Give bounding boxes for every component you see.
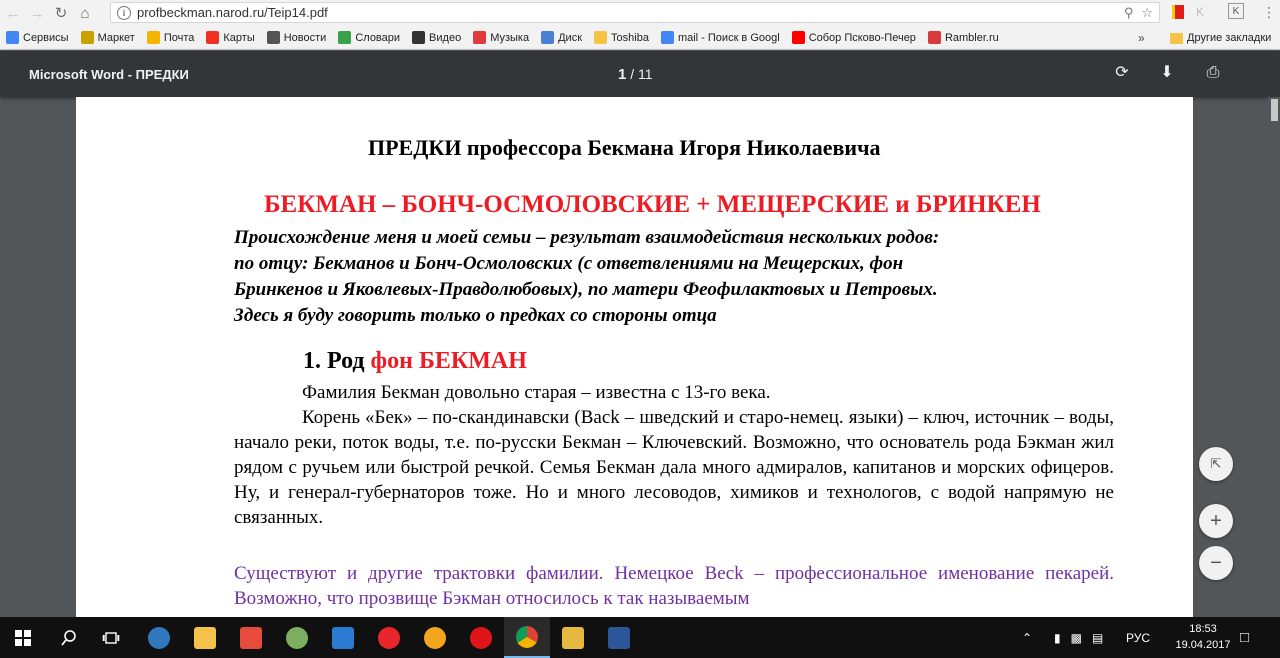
taskbar-app[interactable] (366, 617, 412, 658)
zoom-out-icon[interactable]: − (1199, 546, 1233, 580)
clock-time: 18:53 (1189, 623, 1217, 635)
edge-icon (148, 627, 170, 649)
folder-icon (1170, 33, 1183, 44)
taskbar-app[interactable] (274, 617, 320, 658)
rambler-icon (928, 31, 941, 44)
disk-icon (541, 31, 554, 44)
yandex-app-icon (378, 627, 400, 649)
total-pages: / 11 (630, 66, 653, 82)
search-icon (61, 630, 77, 646)
pdf-page (76, 97, 1193, 617)
clock[interactable] (1172, 621, 1234, 653)
clock-date: 19.04.2017 (1175, 639, 1231, 651)
bookmark-item[interactable]: Сервисы (6, 31, 69, 44)
language-indicator[interactable]: РУС (1126, 630, 1151, 645)
taskbar-app-active[interactable] (504, 617, 550, 658)
apps-icon (6, 31, 19, 44)
search-button[interactable] (46, 617, 92, 658)
word-icon (608, 627, 630, 649)
network-icon[interactable]: ▩ (1070, 630, 1082, 645)
folder-icon (594, 31, 607, 44)
section-prefix: 1. Род (303, 348, 371, 374)
scrollbar[interactable] (1268, 97, 1280, 617)
extension-k-icon[interactable]: K (1196, 5, 1205, 19)
bookmark-item[interactable]: Toshiba (594, 31, 649, 44)
mail-icon (147, 31, 160, 44)
extension-box-icon[interactable]: K (1228, 3, 1244, 19)
bookmark-item[interactable]: Почта (147, 31, 195, 44)
taskbar-app[interactable] (136, 617, 182, 658)
family-heading: БЕКМАН – БОНЧ-ОСМОЛОВСКИЕ + МЕЩЕРСКИЕ и БРИНКЕН (264, 191, 1041, 218)
bookmark-star-icon[interactable]: ☆ (1141, 5, 1153, 20)
news-icon (267, 31, 280, 44)
bookmark-item[interactable]: mail - Поиск в Googl (661, 31, 780, 44)
windows-taskbar (0, 617, 1280, 658)
bookmarks-overflow-button[interactable]: » (1138, 31, 1145, 45)
intro-line: Происхождение меня и моей семьи – результат взаимодействия нескольких родов: (234, 227, 940, 248)
fit-page-icon[interactable]: ⇱ (1199, 447, 1233, 481)
pdf-title: Microsoft Word - ПРЕДКИ (29, 67, 189, 82)
reload-icon[interactable]: ↻ (54, 5, 68, 22)
section-family-name: фон БЕКМАН (370, 348, 527, 374)
scroll-thumb[interactable] (1271, 99, 1278, 121)
mail-app-icon (332, 627, 354, 649)
browser-menu-icon[interactable]: ⋮ (1262, 3, 1276, 20)
forward-arrow-icon[interactable]: → (29, 4, 45, 22)
section-heading (303, 348, 527, 375)
intro-line: Здесь я буду говорить только о предках со стороны отца (234, 305, 717, 326)
print-icon[interactable]: ⎙ (1206, 64, 1220, 81)
opera-icon (470, 627, 492, 649)
explorer-icon (194, 627, 216, 649)
yandex-browser-icon (240, 627, 262, 649)
paragraph-purple: Существуют и другие трактовки фамилии. Немецкое Beck – профессиональное именование пекарей. Возможно, что прозвище Бэкман относилось к так называемым (234, 563, 1114, 609)
download-icon[interactable]: ⬇ (1160, 64, 1174, 81)
tray-overflow-icon[interactable]: ⌃ (1022, 630, 1033, 645)
music-icon (473, 31, 486, 44)
current-page-input[interactable]: 1 (618, 66, 627, 83)
maps-icon (206, 31, 219, 44)
bookmark-item[interactable]: Диск (541, 31, 582, 44)
notifications-icon[interactable]: □ (1240, 629, 1250, 646)
bookmark-item[interactable]: Карты (206, 31, 254, 44)
intro-line: Бринкенов и Яковлевых-Правдолюбовых), по матери Феофилактовых и Петровых. (234, 279, 938, 300)
battery-icon[interactable]: ▮ (1054, 630, 1061, 645)
task-view-icon (102, 631, 120, 645)
rotate-icon[interactable]: ⟳ (1115, 64, 1129, 81)
dictionary-icon (338, 31, 351, 44)
system-tray (1054, 617, 1103, 658)
task-view-button[interactable] (88, 617, 134, 658)
disk-utility-icon (286, 627, 308, 649)
site-info-icon[interactable]: i (117, 6, 131, 20)
zoom-in-icon[interactable]: + (1199, 504, 1233, 538)
volume-icon[interactable]: ▤ (1091, 630, 1104, 645)
page-indicator (618, 66, 653, 83)
intro-line: по отцу: Бекманов и Бонч-Осмоловских (с ответвлениями на Мещерских, фон (234, 253, 904, 274)
paragraph: Корень «Бек» – по-скандинавски (Back – шведский и старо-немец. языки) – ключ, источник – воды, начало реки, поток воды, т.е. по-русски Бекман – Ключевский. Возможно, что основатель рода Бэкман жил рядом с ручьем или быстрой речкой. Семья Бекман дала много адмиралов, капитанов и морских офицеров. Ну, и генерал-губернаторов тоже. Но и много лесоводов, химиков и технологов, с водой напрямую не связанных. (234, 407, 1114, 528)
document-title: ПРЕДКИ профессора Бекмана Игоря Николаевича (368, 135, 881, 160)
zoom-icon[interactable]: ⚲ (1123, 5, 1134, 20)
paragraph: Фамилия Бекман довольно старая – известна с 13-го века. (302, 382, 771, 403)
start-button[interactable] (0, 617, 46, 658)
taskbar-app[interactable] (182, 617, 228, 658)
bookmark-item[interactable]: Словари (338, 31, 400, 44)
taskbar-app[interactable] (412, 617, 458, 658)
extension-flag-icon[interactable] (1172, 3, 1186, 21)
taskbar-app[interactable] (550, 617, 596, 658)
bookmark-item[interactable]: Видео (412, 31, 461, 44)
bookmarks-bar (0, 26, 1280, 50)
taskbar-app[interactable] (458, 617, 504, 658)
intro-paragraph (234, 225, 1094, 329)
address-bar[interactable] (110, 2, 1160, 23)
bookmark-item[interactable]: Маркет (81, 31, 135, 44)
other-bookmarks-folder[interactable]: Другие закладки (1170, 26, 1271, 50)
market-icon (81, 31, 94, 44)
bookmark-item[interactable]: Собор Псково-Печер (792, 31, 916, 44)
media-icon (424, 627, 446, 649)
back-arrow-icon[interactable]: ← (5, 4, 21, 22)
bookmark-item[interactable]: Музыка (473, 31, 529, 44)
browser-toolbar (0, 0, 1280, 26)
video-icon (412, 31, 425, 44)
taskbar-app[interactable] (596, 617, 642, 658)
taskbar-app[interactable] (228, 617, 274, 658)
paint-icon (562, 627, 584, 649)
pdf-toolbar (0, 51, 1280, 97)
bookmark-item[interactable]: Rambler.ru (928, 31, 999, 44)
start-icon (15, 630, 31, 646)
chrome-icon (516, 626, 538, 648)
google-icon (661, 31, 674, 44)
taskbar-app[interactable] (320, 617, 366, 658)
bookmark-item[interactable]: Новости (267, 31, 327, 44)
url-text[interactable]: profbeckman.narod.ru/Teip14.pdf (137, 5, 328, 20)
home-icon[interactable]: ⌂ (80, 4, 90, 22)
yandex-icon (792, 31, 805, 44)
